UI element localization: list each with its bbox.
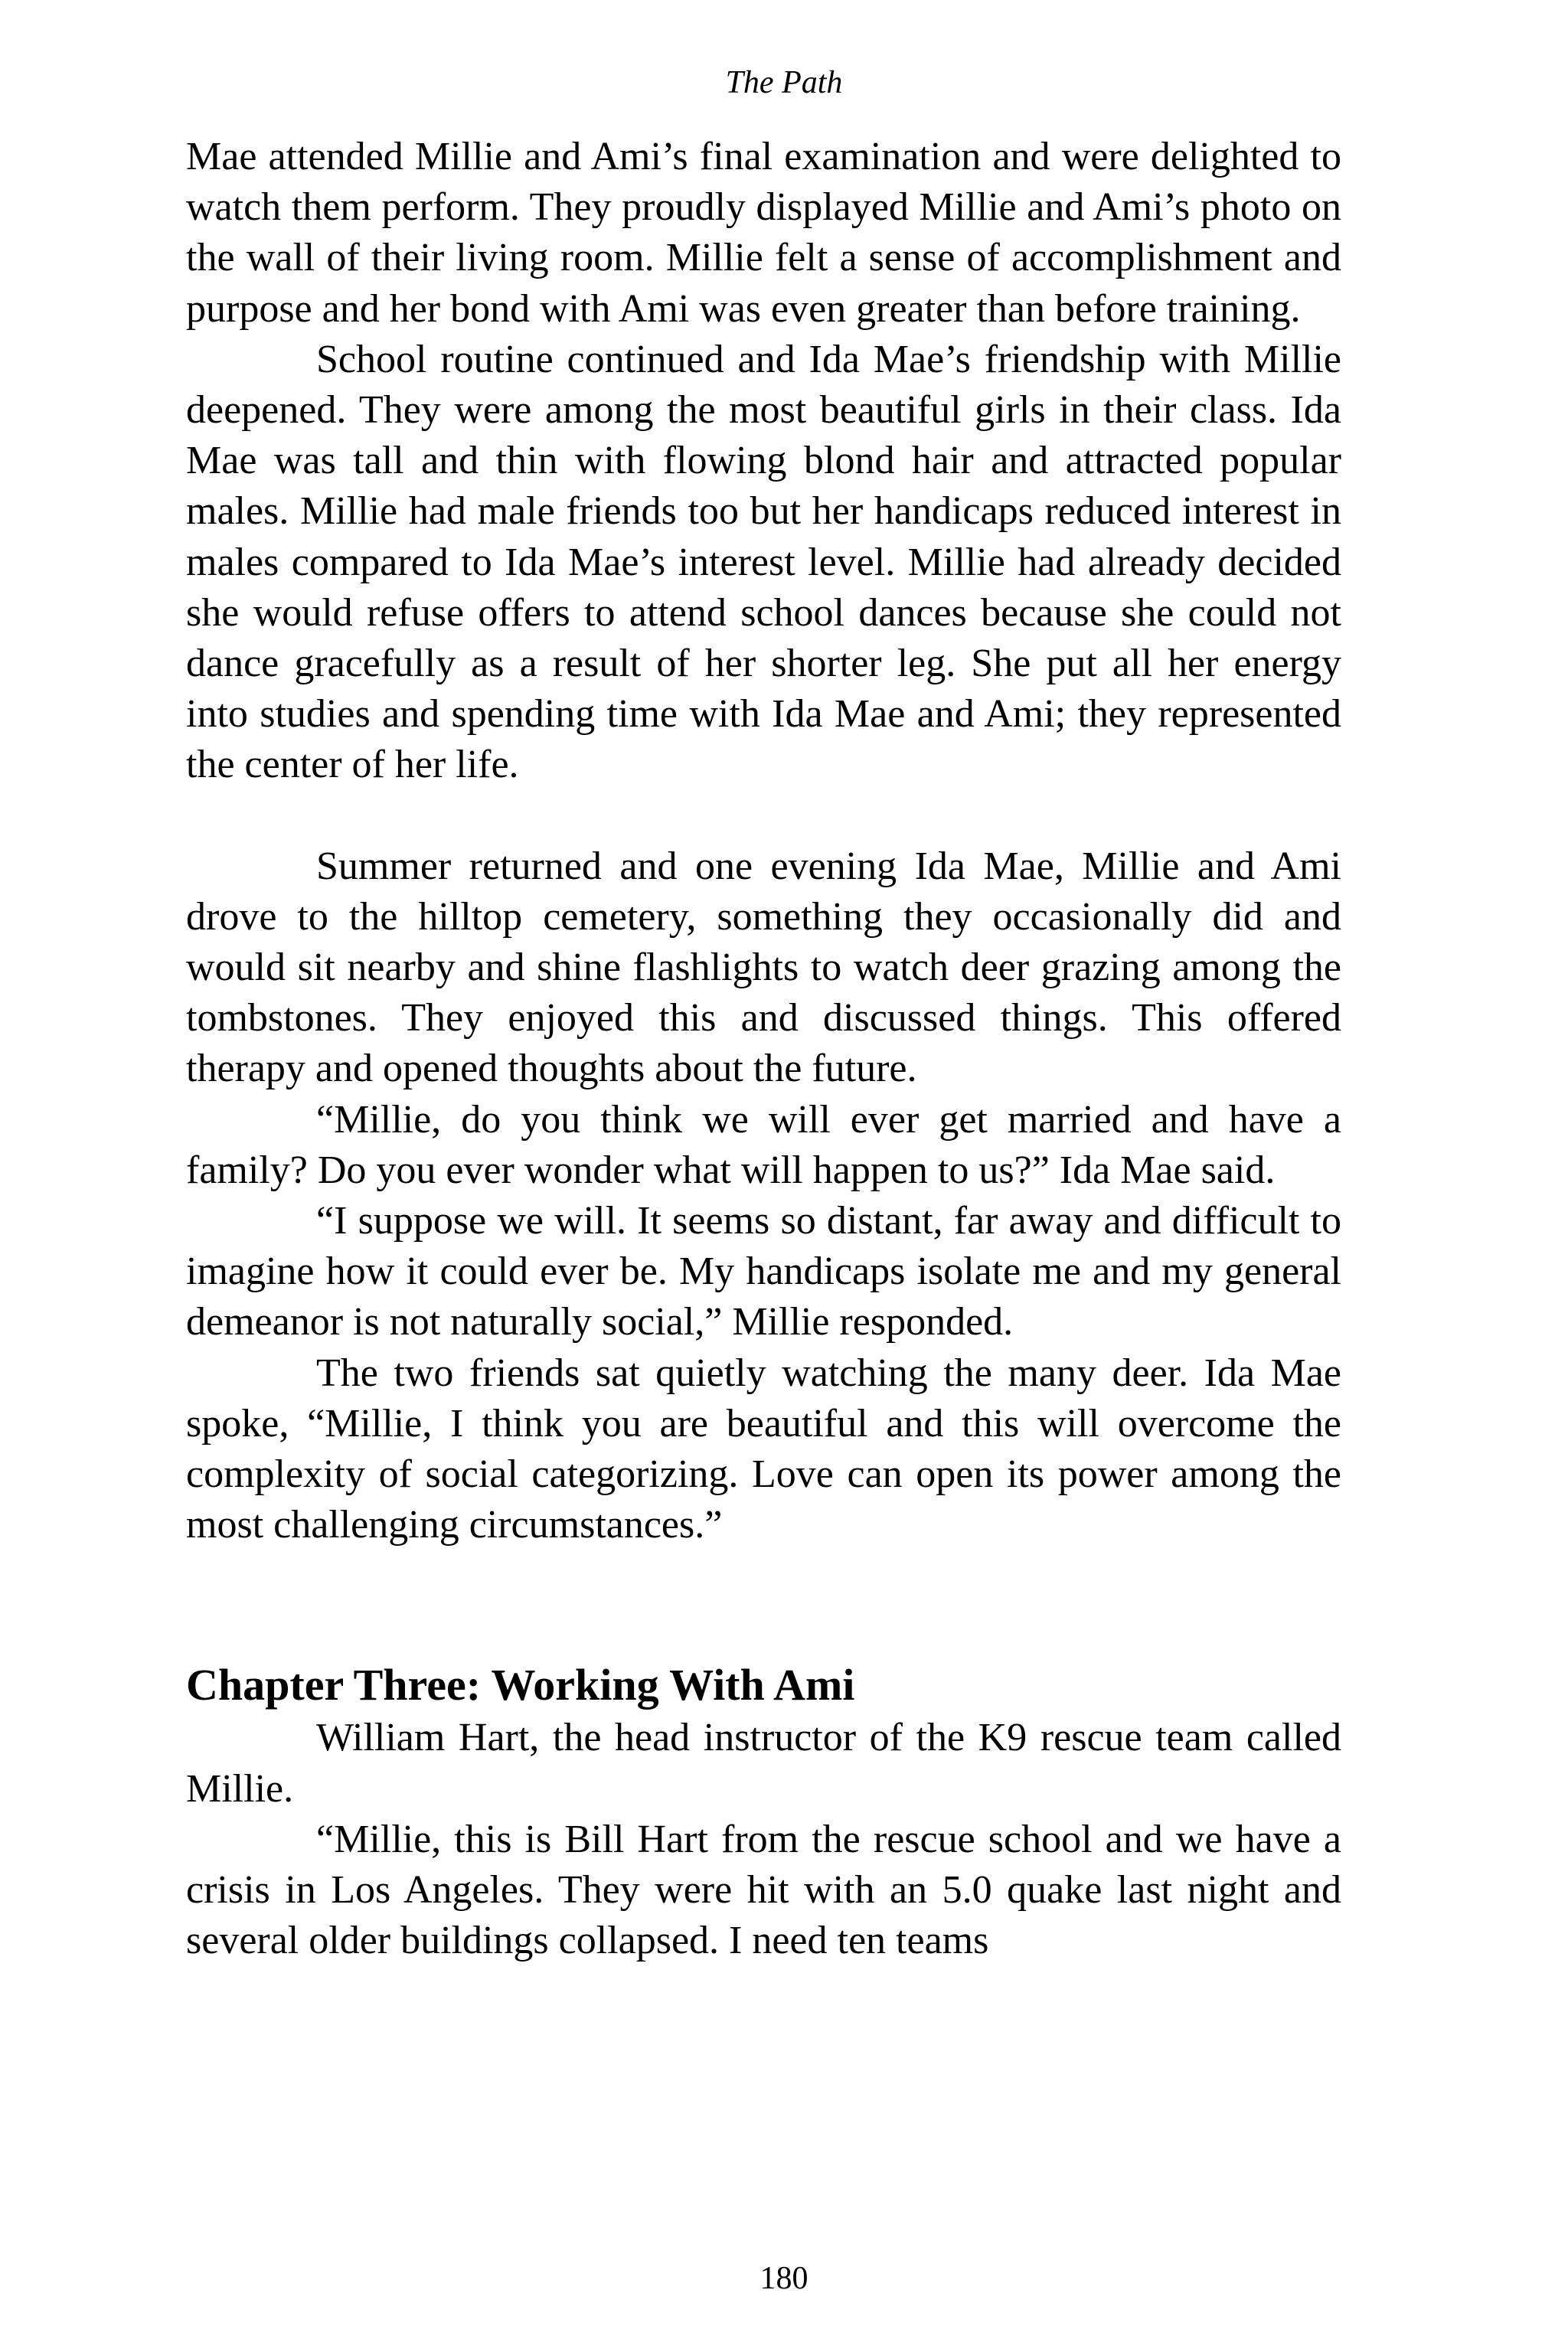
dialogue-paragraph: “Millie, this is Bill Hart from the rescue school and we have a crisis in Los Angeles. They were hit with an 5.0 quake last night and several older buildings collapsed. I need ten teams: [186, 1817, 1341, 1963]
body-text: [186, 132, 1341, 1967]
page-number: 180: [760, 2261, 808, 2296]
paragraph: Summer returned and one evening Ida Mae, Millie and Ami drove to the hilltop cemetery, something they occasionally did and would sit nearby and shine flashlights to watch deer grazing among the tombstones. They enjoyed this and discussed things. This offered therapy and opened thoughts about the future.: [186, 844, 1341, 1091]
chapter-break: [186, 1550, 1341, 1651]
dialogue-paragraph: “I suppose we will. It seems so distant, far away and difficult to imagine how it could ever be. My handicaps isolate me and my general demeanor is not naturally social,” Millie responded.: [186, 1199, 1341, 1344]
paragraph: Mae attended Millie and Ami’s final examination and were delighted to watch them perform. They proudly displayed Millie and Ami’s photo on the wall of their living room. Millie felt a sense of accomplishment and purpose and her bond with Ami was even greater than before training.: [186, 135, 1341, 331]
paragraph: William Hart, the head instructor of the K9 rescue team called Millie.: [186, 1716, 1341, 1811]
paragraph: School routine continued and Ida Mae’s friendship with Millie deepened. They were among the most beautiful girls in their class. Ida Mae was tall and thin with flowing blond hair and attracted popular males. Millie had male friends too but her handicaps reduced interest in males compared to Ida Mae’s interest level. Millie had already decided she would refuse offers to attend school dances because she could not dance gracefully as a result of her shorter leg. She put all her energy into studies and spending time with Ida Mae and Ami; they represented the center of her life.: [186, 337, 1341, 787]
chapter-heading: Chapter Three: Working With Ami: [186, 1660, 855, 1710]
running-header: The Path: [725, 65, 843, 100]
paragraph: The two friends sat quietly watching the many deer. Ida Mae spoke, “Millie, I think you are beautiful and this will overcome the complexity of social categorizing. Love can open its power among the most challenging circumstances.”: [186, 1351, 1341, 1547]
dialogue-paragraph: “Millie, do you think we will ever get married and have a family? Do you ever wonder what will happen to us?” Ida Mae said.: [186, 1097, 1341, 1192]
section-break: [186, 791, 1341, 841]
